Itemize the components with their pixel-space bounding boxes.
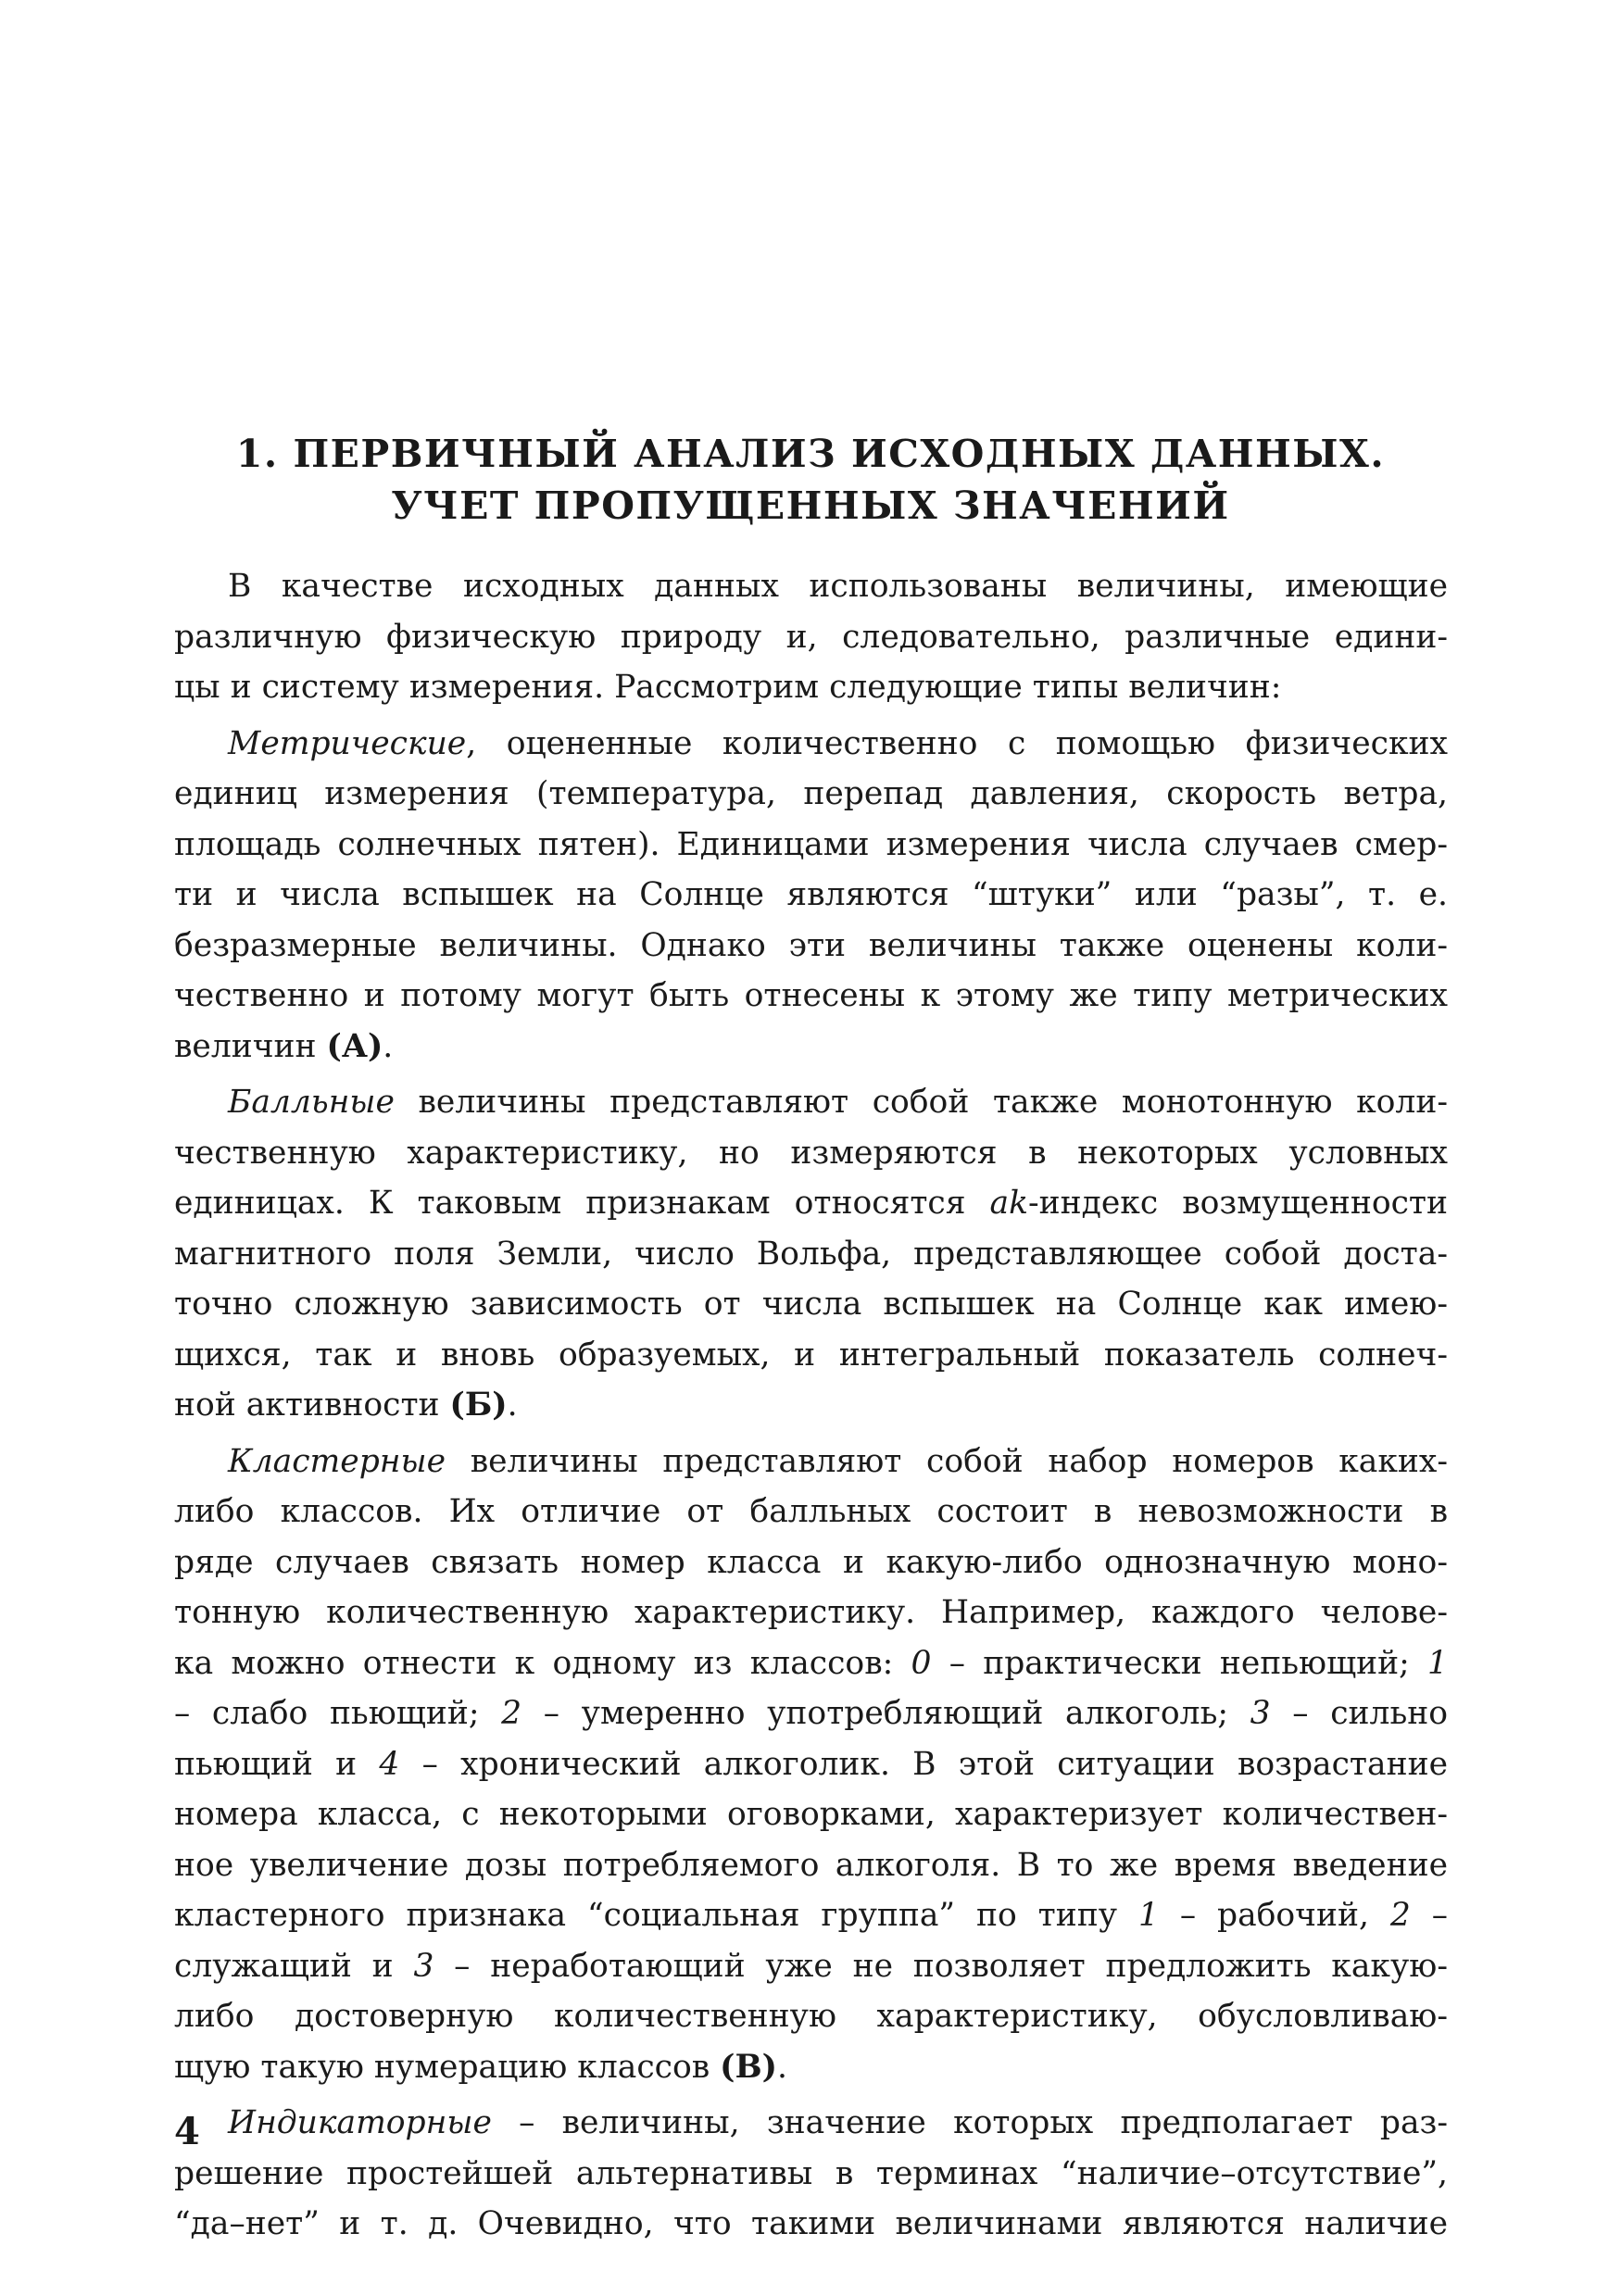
paragraph-intro: [174, 561, 1448, 713]
text-run: -индекс возмущенности: [1028, 1185, 1448, 1222]
text-run: –: [1410, 1897, 1448, 1934]
text-line: [174, 1688, 1448, 1739]
text-line: [174, 1890, 1448, 1941]
text-line: решение простейшей альтернативы в терминах “наличие–отсутствие”,: [174, 2154, 1448, 2192]
text-run: величины представляют собой также монотонную коли-: [394, 1084, 1448, 1121]
section-heading: [204, 428, 1417, 532]
text-line: [174, 1178, 1448, 1229]
class-number: 3: [1250, 1695, 1271, 1732]
text-run: – величины, значение которых предполагает раз-: [491, 2104, 1448, 2141]
text-run: – слабо пьющий;: [174, 1695, 502, 1732]
text-line: ти и числа вспышек на Солнце являются “штуки” или “разы”, т. е.: [174, 876, 1448, 913]
text-run: .: [507, 1386, 518, 1424]
text-line: тонную количественную характеристику. Например, каждого челове-: [174, 1594, 1448, 1631]
text-line: [174, 1739, 1448, 1790]
text-run: – сильно: [1270, 1695, 1448, 1732]
type-label-b: (Б): [449, 1386, 508, 1424]
page-number: 4: [174, 2110, 200, 2153]
text-line: единиц измерения (температура, перепад давления, скорость ветра,: [174, 775, 1448, 812]
text-line: различную физическую природу и, следовательно, различные едини-: [174, 618, 1448, 656]
class-number: 0: [911, 1644, 932, 1682]
text-run: – умеренно употребляющий алкоголь;: [521, 1695, 1250, 1732]
class-number: 1: [1137, 1897, 1159, 1934]
text-run: – хронический алкоголик. В этой ситуации возрастание: [399, 1745, 1448, 1783]
text-line: щихся, так и вновь образуемых, и интегральный показатель солнеч-: [174, 1336, 1448, 1374]
text-line: безразмерные величины. Однако эти величины также оценены коли-: [174, 926, 1448, 964]
term-ball: Балльные: [228, 1084, 395, 1121]
type-label-a: (А): [326, 1027, 383, 1065]
term-indicator: Индикаторные: [228, 2104, 492, 2141]
text-run: пьющий и: [174, 1745, 380, 1783]
text-line: магнитного поля Земли, число Вольфа, представляющее собой доста-: [174, 1235, 1448, 1273]
heading-line-1: 1. ПЕРВИЧНЫЙ АНАЛИЗ ИСХОДНЫХ ДАННЫХ.: [235, 432, 1386, 476]
text-line: [174, 1437, 1448, 1487]
text-line: “да–нет” и т. д. Очевидно, что такими величинами являются наличие: [174, 2205, 1448, 2242]
text-line: либо достоверную количественную характеристику, обусловливаю-: [174, 1998, 1448, 2035]
paragraph-metric: [174, 719, 1448, 1073]
text-line: чественную характеристику, но измеряются в некоторых условных: [174, 1134, 1448, 1172]
class-number: 3: [413, 1947, 434, 1985]
text-run: ной активности: [174, 1386, 450, 1424]
type-label-v: (В): [720, 2048, 777, 2086]
text-line: [174, 2042, 1448, 2093]
text-run: служащий и: [174, 1947, 414, 1985]
term-cluster: Кластерные: [228, 1442, 446, 1480]
text-run: ка можно отнести к одному из классов:: [174, 1644, 911, 1682]
class-number: 4: [379, 1745, 400, 1783]
text-line: ряде случаев связать номер класса и какую-либо однозначную моно-: [174, 1543, 1448, 1581]
ak-index: ak: [989, 1185, 1028, 1222]
text-line: [174, 1022, 1448, 1073]
text-line: либо классов. Их отличие от балльных состоит в невозможности в: [174, 1493, 1448, 1530]
text-line: [174, 1638, 1448, 1689]
body-text: [174, 561, 1448, 2250]
text-line: В качестве исходных данных использованы величины, имеющие: [228, 568, 1448, 605]
text-line: [174, 1077, 1448, 1128]
text-run: .: [383, 1027, 394, 1065]
text-run: единицах. К таковым признакам относятся: [174, 1185, 990, 1222]
text-run: величин: [174, 1027, 327, 1065]
text-line: [174, 1941, 1448, 1992]
class-number: 1: [1427, 1644, 1448, 1682]
paragraph-ball: [174, 1077, 1448, 1431]
text-run: щую такую нумерацию классов: [174, 2048, 721, 2086]
paragraph-indicator: [174, 2098, 1448, 2250]
text-line: [174, 1380, 1448, 1431]
text-line: [174, 2098, 1448, 2149]
paragraph-cluster: [174, 1437, 1448, 2093]
text-line: чественно и потому могут быть отнесены к этому же типу метрических: [174, 977, 1448, 1014]
text-line: [174, 719, 1448, 770]
text-line: номера класса, с некоторыми оговорками, характеризует количествен-: [174, 1796, 1448, 1833]
text-line: точно сложную зависимость от числа вспышек на Солнце как имею-: [174, 1286, 1448, 1323]
text-line: площадь солнечных пятен). Единицами измерения числа случаев смер-: [174, 825, 1448, 863]
text-run: – неработающий уже не позволяет предложить какую-: [434, 1947, 1448, 1985]
heading-line-2: УЧЕТ ПРОПУЩЕННЫХ ЗНАЧЕНИЙ: [391, 483, 1230, 528]
text-run: , оцененные количественно с помощью физических: [466, 724, 1448, 762]
text-line: ное увеличение дозы потребляемого алкоголя. В то же время введение: [174, 1846, 1448, 1884]
text-run: величины представляют собой набор номеров каких-: [446, 1442, 1448, 1480]
text-run: – практически непьющий;: [931, 1644, 1428, 1682]
class-number: 2: [501, 1695, 522, 1732]
text-run: .: [776, 2048, 787, 2086]
class-number: 2: [1389, 1897, 1411, 1934]
text-run: кластерного признака “социальная группа” по типу: [174, 1897, 1138, 1934]
text-line: цы и систему измерения. Рассмотрим следующие типы величин:: [174, 669, 1282, 706]
text-run: – рабочий,: [1158, 1897, 1390, 1934]
term-metric: Метрические: [228, 724, 467, 762]
